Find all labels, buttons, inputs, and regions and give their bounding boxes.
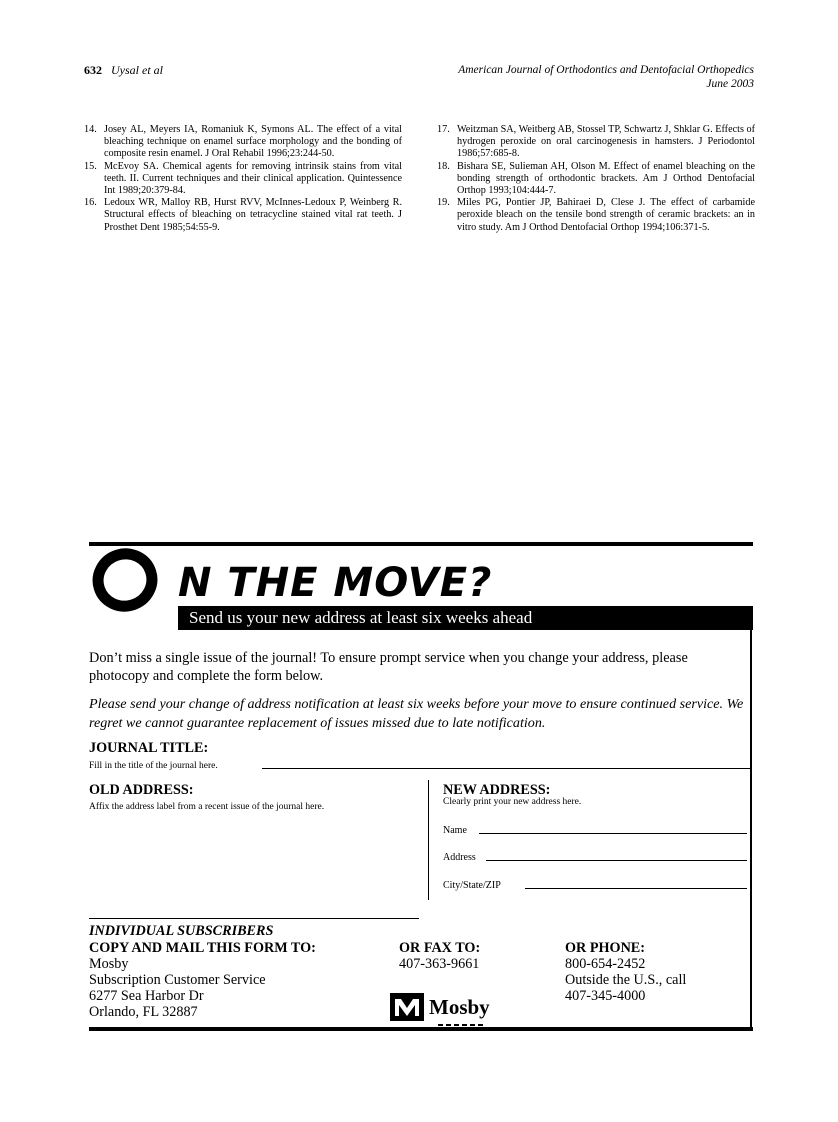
phone-line: 407-345-4000 [565,988,646,1004]
big-o-letter-icon [92,548,158,612]
journal-title-field[interactable] [262,768,752,769]
form-bottom-rule [89,1027,753,1031]
fax-label: OR FAX TO: [399,940,481,956]
city-state-zip-field[interactable] [525,888,747,889]
references-right-column [437,124,755,234]
journal-title-hint: Fill in the title of the journal here. [89,761,218,771]
reference-number: 16. [84,197,97,209]
journal-title-label: JOURNAL TITLE: [89,740,209,756]
author-line: Uysal et al [111,63,163,77]
old-address-hint: Affix the address label from a recent issue of the journal here. [89,802,325,812]
mailing-address-line: Orlando, FL 32887 [89,1004,198,1020]
address-divider [428,780,429,900]
phone-line: 800-654-2452 [565,956,646,972]
form-top-rule [89,542,753,546]
form-notice-text: Please send your change of address notification at least six weeks before your move to ensure continued service. We regret we cannot guarantee replacement of issues missed due to late notification. [89,696,744,731]
reference-item [437,124,755,161]
form-banner: Send us your new address at least six weeks ahead [178,606,753,630]
running-header-right [458,63,754,91]
mailing-address-line: 6277 Sea Harbor Dr [89,988,204,1004]
form-intro-text: Don’t miss a single issue of the journal! To ensure prompt service when you change your address, please photocopy and complete the form below. [89,650,688,684]
reference-text: Weitzman SA, Weitberg AB, Stossel TP, Schwartz J, Shklar G. Effects of hydrogen peroxide on oral carcinogenesis in hamsters. J Periodontol 1986;57:685-8. [457,124,755,160]
journal-name: American Journal of Orthodontics and Dentofacial Orthopedics [458,64,754,76]
reference-text: Josey AL, Meyers IA, Romaniuk K, Symons AL. The effect of a vital bleaching technique on enamel surface morphology and the bonding of composite resin enamel. J Oral Rehabil 1996;23:244-50. [104,124,402,160]
subscribers-rule [89,918,419,919]
name-field-label: Name [443,825,467,836]
page-number: 632 [84,63,102,77]
copy-mail-label: COPY AND MAIL THIS FORM TO: [89,940,316,956]
dashed-rule [438,1024,486,1026]
old-address-label: OLD ADDRESS: [89,782,194,798]
address-field[interactable] [486,860,747,861]
reference-item [84,161,402,198]
address-field-label: Address [443,852,476,863]
reference-number: 19. [437,197,450,209]
phone-label: OR PHONE: [565,940,645,956]
name-field[interactable] [479,833,747,834]
references-left-column [84,124,402,234]
mailing-address-line: Subscription Customer Service [89,972,266,988]
mosby-m-icon [390,993,424,1021]
reference-item [84,124,402,161]
city-state-zip-label: City/State/ZIP [443,880,501,891]
publisher-logo [390,992,490,1022]
new-address-hint: Clearly print your new address here. [443,797,582,807]
reference-number: 17. [437,124,450,135]
reference-number: 14. [84,124,97,135]
form-right-rule [750,630,752,1029]
reference-item [437,197,755,234]
mailing-address [89,956,266,1020]
phone-line: Outside the U.S., call [565,972,687,988]
fax-number: 407-363-9661 [399,956,480,972]
new-address-label: NEW ADDRESS: [443,782,551,798]
logo-text: Mosby [429,994,490,1019]
reference-text: Miles PG, Pontier JP, Bahiraei D, Clese J. The effect of carbamide peroxide bleach on the tensile bond strength of ceramic brackets: an in vitro study. Am J Orthod Dentofacial Orthop 1994;106:371-5. [457,197,755,233]
reference-text: McEvoy SA. Chemical agents for removing intrinsik stains from vital teeth. II. Current techniques and their clinical application. Quintessence Int 1989;20:379-84. [104,160,402,197]
subscribers-label: INDIVIDUAL SUBSCRIBERS [89,923,274,939]
reference-item [84,197,402,234]
reference-text: Ledoux WR, Malloy RB, Hurst RVV, McInnes-Ledoux P, Weinberg R. Structural effects of bleaching on tetracycline stained vital rat teeth. J Prosthet Dent 1985;54:55-9. [104,197,402,233]
phone-numbers [565,956,686,1004]
issue-date: June 2003 [706,78,754,90]
reference-number: 15. [84,160,97,172]
running-header-left [84,63,163,78]
reference-item [437,161,755,198]
form-title: N THE MOVE? [178,560,493,606]
mailing-address-line: Mosby [89,956,129,972]
reference-text: Bishara SE, Sulieman AH, Olson M. Effect of enamel bleaching on the bonding strength of orthodontic brackets. Am J Orthod Dentofacial Orthop 1993;104:444-7. [457,160,755,197]
reference-number: 18. [437,160,450,172]
